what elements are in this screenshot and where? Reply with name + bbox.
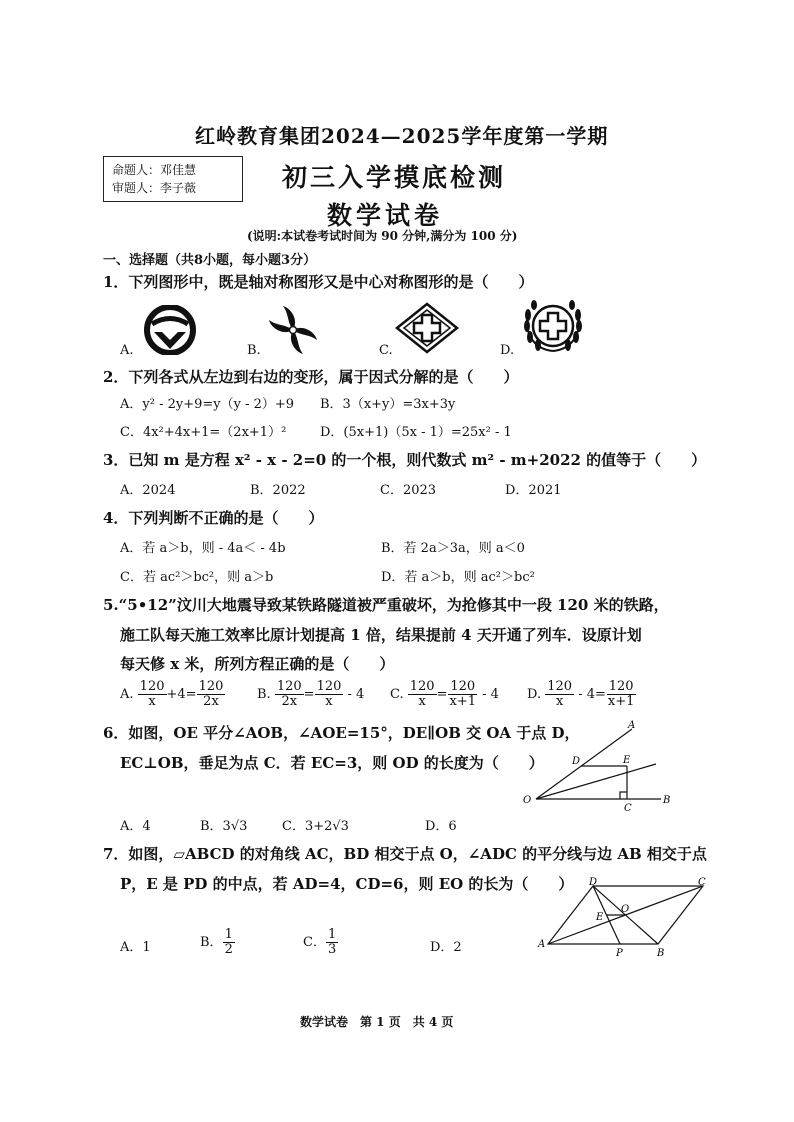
q4-option-c: C．若 ac²＞bc²，则 a＞b [120,570,274,585]
subject-title: 数学试卷 [327,201,444,230]
q5-option-c: C. $\frac{120}{x}$ = $\frac{120}{x+1}$ - 4 [390,679,499,709]
q6-option-c: C．3+2√3 [282,819,349,834]
q2-option-a: A．y² - 2y+9=y（y - 2）+9 [120,397,295,412]
q1-option-c: C. [379,343,393,358]
reviewer: 审题人：李子薇 [112,181,197,195]
section-title: 一、选择题（共8小题，每小题3分） [103,253,317,268]
fraction: $\frac{1}{3}$ [327,927,337,957]
point-label: A [628,720,636,731]
q2-option-c: C．4x²+4x+1=（2x+1）² [120,425,287,440]
q7-figure [533,874,718,964]
q4-option-b: B．若 2a＞3a，则 a＜0 [381,541,525,556]
point-label: C [698,877,706,888]
page-footer: 数学试卷 第 1 页 共 4 页 [300,1015,454,1029]
fraction: $\frac{120}{x}$ [316,679,342,709]
point-label: E [623,755,631,766]
fraction: $\frac{1}{2}$ [224,927,233,957]
q5-line1: 5.“5•12”汶川大地震导致某铁路隧道被严重破坏，为抢修其中一段 120 米的铁路， [103,596,669,614]
q5-line2: 施工队每天施工效率比原计划提高 1 倍，结果提前 4 天开通了列车．设原计划 [120,626,642,644]
point-label: A [538,939,546,950]
point-label: B [657,948,665,959]
q3-stem: 3．已知 m 是方程 x² - x - 2=0 的一个根，则代数式 m² - m+2022 的值等于（ ） [103,451,707,469]
q7-option-c: C． $\frac{1}{3}$ [303,927,337,957]
q1-figure-b [263,302,323,358]
point-label: C [624,803,632,814]
q1-figure-c [395,302,459,354]
fraction: $\frac{120}{2x}$ [198,679,224,709]
point-label: E [596,912,604,923]
setter-box [103,156,243,202]
exam-title: 初三入学摸底检测 [282,163,507,192]
fraction: $\frac{120}{2x}$ [276,679,302,709]
q7-option-b: B． $\frac{1}{2}$ [200,927,233,957]
q1-option-d: D. [500,343,515,358]
q1-figure-a [140,305,200,355]
q5-option-b: B. $\frac{120}{2x}$ = $\frac{120}{x}$ - 4 [257,679,365,709]
q2-stem: 2．下列各式从左边到右边的变形，属于因式分解的是（ ） [103,368,519,386]
fraction: $\frac{120}{x+1}$ [607,679,635,709]
q7-line2: P，E 是 PD 的中点，若 AD=4，CD=6，则 EO 的长为（ ） [120,875,574,893]
q3-option-b: B．2022 [250,483,306,498]
q7-option-a: A．1 [120,940,151,955]
point-label: D [589,877,598,888]
q6-option-a: A．4 [120,819,151,834]
q4-option-a: A．若 a＞b，则 - 4a＜ - 4b [120,541,286,556]
q6-option-b: B．3√3 [200,819,248,834]
fraction: $\frac{120}{x}$ [409,679,435,709]
q2-option-d: D．(5x+1)（5x - 1）=25x² - 1 [320,425,512,440]
q5-option-a: A. $\frac{120}{x}$ +4= $\frac{120}{2x}$ [120,679,224,709]
q6-line2: EC⊥OB，垂足为点 C．若 EC=3，则 OD 的长度为（ ） [120,754,544,772]
point-label: D [572,756,581,767]
setter: 命题人：邓佳慧 [112,163,197,177]
q1-option-b: B. [247,343,261,358]
q4-option-d: D．若 a＞b，则 ac²＞bc² [381,570,535,585]
q3-option-d: D．2021 [505,483,562,498]
fraction: $\frac{120}{x}$ [547,679,573,709]
q5-option-d: D. $\frac{120}{x}$ - 4= $\frac{120}{x+1}$ [527,679,635,709]
point-label: O [621,904,630,915]
fraction: $\frac{120}{x+1}$ [449,679,476,709]
q1-figure-d [520,293,586,359]
q6-option-d: D．6 [425,819,457,834]
school-line: 红岭教育集团2024—2025学年度第一学期 [195,124,609,148]
q6-figure [518,718,678,818]
fraction: $\frac{120}{x}$ [139,679,165,709]
q1-stem: 1．下列图形中，既是轴对称图形又是中心对称图形的是（ ） [103,273,534,291]
q4-stem: 4．下列判断不正确的是（ ） [103,509,324,527]
q1-option-a: A. [120,343,134,358]
q5-line3: 每天修 x 米，所列方程正确的是（ ） [120,655,395,673]
q3-option-a: A．2024 [120,483,176,498]
exam-note: (说明:本试卷考试时间为 90 分钟,满分为 100 分) [247,229,518,243]
q2-option-b: B．3（x+y）=3x+3y [320,397,456,412]
q3-option-c: C．2023 [380,483,437,498]
point-label: B [663,795,671,806]
point-label: P [616,948,623,959]
q7-line1: 7．如图，▱ABCD 的对角线 AC，BD 相交于点 O，∠ADC 的平分线与边 AB 相交于点 [103,845,707,863]
point-label: O [523,795,532,806]
q6-line1: 6．如图，OE 平分∠AOB，∠AOE=15°，DE∥OB 交 OA 于点 D， [103,724,580,742]
q7-option-d: D．2 [430,940,462,955]
